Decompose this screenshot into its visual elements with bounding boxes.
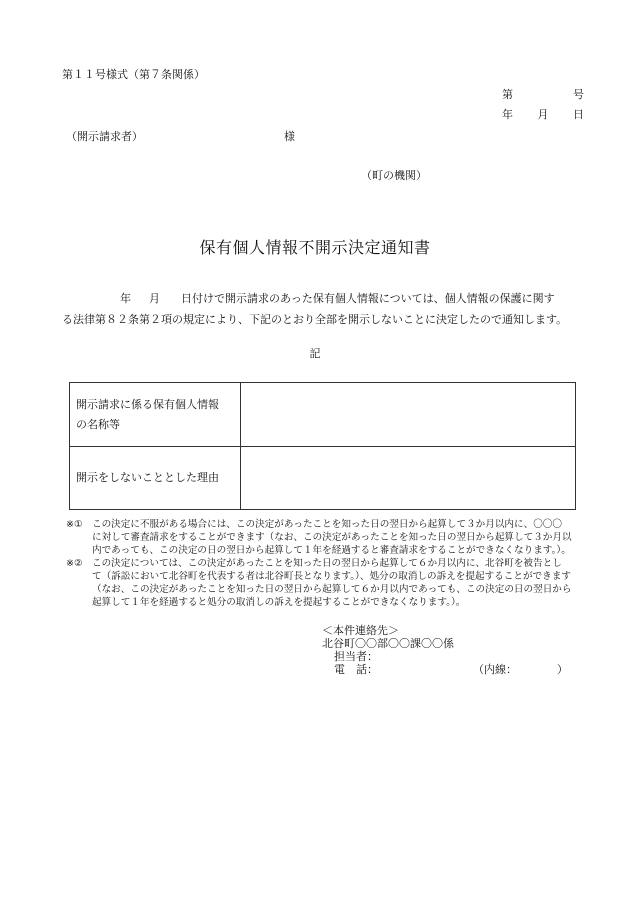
- notice-body: [62, 288, 590, 330]
- contact-department: 北谷町〇〇部〇〇課〇〇係: [322, 637, 454, 650]
- table-row: [70, 447, 576, 510]
- body-line-2: る法律第８２条第２項の規定により、下記のとおり全部を開示しないことに決定したので通知します。: [62, 313, 568, 326]
- honorific-sama: 様: [284, 130, 295, 143]
- notes-section: [66, 518, 586, 609]
- body-line-1-rest: 日付けで開示請求のあった保有個人情報については、個人情報の保護に関す: [181, 292, 555, 305]
- note-1-line: この決定に不服がある場合には、この決定があったことを知った日の翌日から起算して３か月以内に、〇〇〇: [92, 519, 562, 530]
- contact-phone-label: 電 話：: [334, 663, 378, 676]
- contact-extension-open: （内線：: [473, 663, 517, 676]
- note-1-line: に対して審査請求をすることができます（なお、この決定があったことを知った日の翌日から起算して３か月以: [92, 532, 572, 543]
- note-2-line: （なお、この決定があったことを知った日の翌日から起算して６か月以内であっても、この決定の日の翌日から: [92, 584, 572, 595]
- note-2-line: 起算して１年を経過すると処分の取消しの訴えを提起することができなくなります。）。: [92, 597, 466, 608]
- contact-person-label: 担当者：: [334, 650, 378, 663]
- date-month: 月: [537, 108, 549, 121]
- note-2-mark: ※②: [66, 558, 83, 569]
- document-number-line: [502, 86, 584, 102]
- requester-label: （開示請求者）: [66, 130, 143, 143]
- ki-marker: 記: [309, 347, 321, 360]
- contact-heading: ＜本件連絡先＞: [322, 624, 399, 637]
- contact-extension-close: ）: [557, 663, 568, 676]
- form-number: 第１１号様式（第７条関係）: [62, 68, 205, 81]
- document-title: 保有個人情報不開示決定通知書: [199, 238, 431, 257]
- row1-label-line1: 開示請求に係る保有個人情報: [76, 397, 219, 411]
- body-month: 月: [149, 292, 160, 305]
- row2-label: 開示をしないこととした理由: [70, 447, 241, 510]
- note-1-text: [92, 518, 586, 557]
- info-table: [69, 382, 576, 510]
- row1-label: [70, 383, 241, 447]
- note-1: [66, 518, 586, 557]
- agency-label: （町の機関）: [361, 169, 427, 182]
- contact-block: [322, 624, 568, 676]
- note-1-line: 内であっても、この決定の日の翌日から起算して１年を経過すると審査請求をすることができなくなります。）。: [92, 545, 571, 556]
- note-1-mark: ※①: [66, 519, 83, 530]
- document-date-line: [502, 106, 584, 122]
- note-2-line: この決定については、この決定があったことを知った日の翌日から起算して６か月以内に、北谷町を被告とし: [92, 558, 562, 569]
- body-line-1: [62, 288, 590, 309]
- date-year: 年: [502, 108, 513, 121]
- number-suffix: 号: [573, 88, 584, 101]
- note-2-text: [92, 557, 586, 609]
- row1-value: [241, 383, 576, 447]
- contact-phone-row: [322, 663, 568, 676]
- note-2: [66, 557, 586, 609]
- row2-value: [241, 447, 576, 510]
- note-2-line: て（訴訟において北谷町を代表する者は北谷町長となります。）、処分の取消しの訴えを提起することができます: [92, 571, 571, 582]
- table-row: [70, 383, 576, 447]
- row1-label-line2: の名称等: [76, 417, 120, 431]
- date-day: 日: [573, 108, 584, 121]
- number-prefix: 第: [502, 88, 513, 101]
- body-year: 年: [120, 292, 131, 305]
